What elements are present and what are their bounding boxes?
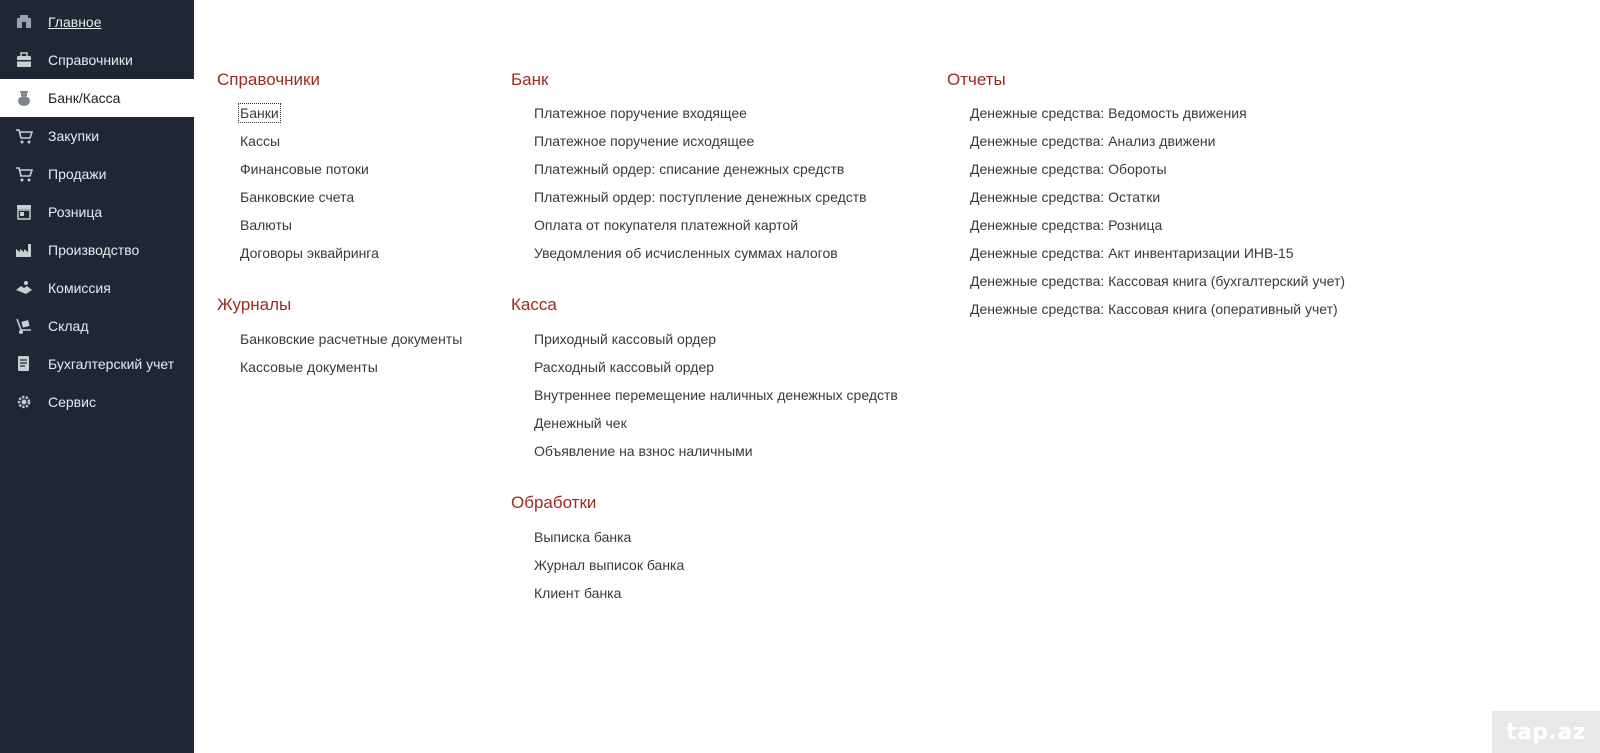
link-bank-settlement-documents[interactable]: Банковские расчетные документы <box>240 331 463 347</box>
link-cash-receipt-order[interactable]: Приходный кассовый ордер <box>534 331 717 347</box>
link-report-balances[interactable]: Денежные средства: Остатки <box>970 189 1161 205</box>
link-report-cashbook-operational[interactable]: Денежные средства: Кассовая книга (оперативный учет) <box>970 301 1338 317</box>
moneybag-icon <box>14 88 34 108</box>
link-payment-order-writeoff[interactable]: Платежный ордер: списание денежных средств <box>534 161 845 177</box>
link-cashboxes[interactable]: Кассы <box>240 133 281 149</box>
link-report-inventory-act[interactable]: Денежные средства: Акт инвентаризации ИНВ-15 <box>970 245 1294 261</box>
section-title-journals: Журналы <box>217 295 292 314</box>
hand-truck-icon <box>14 316 34 336</box>
link-report-movement-statement[interactable]: Денежные средства: Ведомость движения <box>970 105 1247 121</box>
sidebar-item-production[interactable] <box>0 231 194 269</box>
sidebar-item-label: Комиссия <box>48 280 111 296</box>
sidebar-item-bank-cash[interactable] <box>0 79 194 117</box>
link-internal-cash-transfer[interactable]: Внутреннее перемещение наличных денежных средств <box>534 387 898 403</box>
link-report-cashbook-accounting[interactable]: Денежные средства: Кассовая книга (бухгалтерский учет) <box>970 273 1346 289</box>
sidebar-item-label: Главное <box>48 14 102 30</box>
link-banks[interactable]: Банки <box>240 105 279 121</box>
sidebar-item-purchases[interactable] <box>0 117 194 155</box>
link-cash-check[interactable]: Денежный чек <box>534 415 627 431</box>
link-bank-accounts[interactable]: Банковские счета <box>240 189 355 205</box>
sidebar-item-accounting[interactable] <box>0 345 194 383</box>
link-cash-deposit-notice[interactable]: Объявление на взнос наличными <box>534 443 753 459</box>
gear-icon <box>14 392 34 412</box>
sidebar-item-label: Справочники <box>48 52 133 68</box>
handshake-icon <box>14 278 34 298</box>
link-cash-documents[interactable]: Кассовые документы <box>240 359 378 375</box>
sidebar-item-label: Розница <box>48 204 103 220</box>
briefcase-icon <box>14 50 34 70</box>
cart-icon <box>14 164 34 184</box>
sidebar-item-label: Сервис <box>48 394 96 410</box>
section-title-cash: Касса <box>511 295 557 314</box>
section-title-reports: Отчеты <box>947 70 1006 89</box>
sidebar-item-label: Банк/Касса <box>48 90 121 106</box>
sidebar-item-sales[interactable] <box>0 155 194 193</box>
sidebar-item-label: Закупки <box>48 128 100 144</box>
ledger-icon <box>14 354 34 374</box>
cart-icon <box>14 126 34 146</box>
sidebar-item-main[interactable] <box>0 3 194 41</box>
section-title-references: Справочники <box>217 70 320 89</box>
section-title-bank: Банк <box>511 70 549 89</box>
link-bank-client[interactable]: Клиент банка <box>534 585 622 601</box>
sidebar-item-label: Производство <box>48 242 140 258</box>
link-bank-statements-journal[interactable]: Журнал выписок банка <box>534 557 685 573</box>
link-cash-flows[interactable]: Финансовые потоки <box>240 161 369 177</box>
home-icon <box>14 12 34 32</box>
link-currencies[interactable]: Валюты <box>240 217 292 233</box>
watermark-logo: tap.az <box>1492 711 1600 753</box>
sidebar-item-label: Склад <box>48 318 89 334</box>
sidebar-item-warehouse[interactable] <box>0 307 194 345</box>
link-bank-statement[interactable]: Выписка банка <box>534 529 632 545</box>
sidebar-item-label: Бухгалтерский учет <box>48 356 175 372</box>
link-payment-order-receipt[interactable]: Платежный ордер: поступление денежных средств <box>534 189 867 205</box>
factory-icon <box>14 240 34 260</box>
sidebar-item-label: Продажи <box>48 166 107 182</box>
link-tax-notifications[interactable]: Уведомления об исчисленных суммах налогов <box>534 245 838 261</box>
link-report-retail[interactable]: Денежные средства: Розница <box>970 217 1163 233</box>
link-report-turnovers[interactable]: Денежные средства: Обороты <box>970 161 1167 177</box>
store-icon <box>14 202 34 222</box>
sidebar-item-service[interactable] <box>0 383 194 421</box>
sidebar <box>0 0 194 753</box>
link-card-payment[interactable]: Оплата от покупателя платежной картой <box>534 217 799 233</box>
link-cash-expense-order[interactable]: Расходный кассовый ордер <box>534 359 715 375</box>
section-title-processing: Обработки <box>511 493 597 512</box>
sidebar-item-commission[interactable] <box>0 269 194 307</box>
link-incoming-payment-order[interactable]: Платежное поручение входящее <box>534 105 747 121</box>
link-acquiring-contracts[interactable]: Договоры эквайринга <box>240 245 379 261</box>
sidebar-item-retail[interactable] <box>0 193 194 231</box>
link-report-movement-analysis[interactable]: Денежные средства: Анализ движени <box>970 133 1216 149</box>
link-outgoing-payment-order[interactable]: Платежное поручение исходящее <box>534 133 755 149</box>
sidebar-item-references[interactable] <box>0 41 194 79</box>
